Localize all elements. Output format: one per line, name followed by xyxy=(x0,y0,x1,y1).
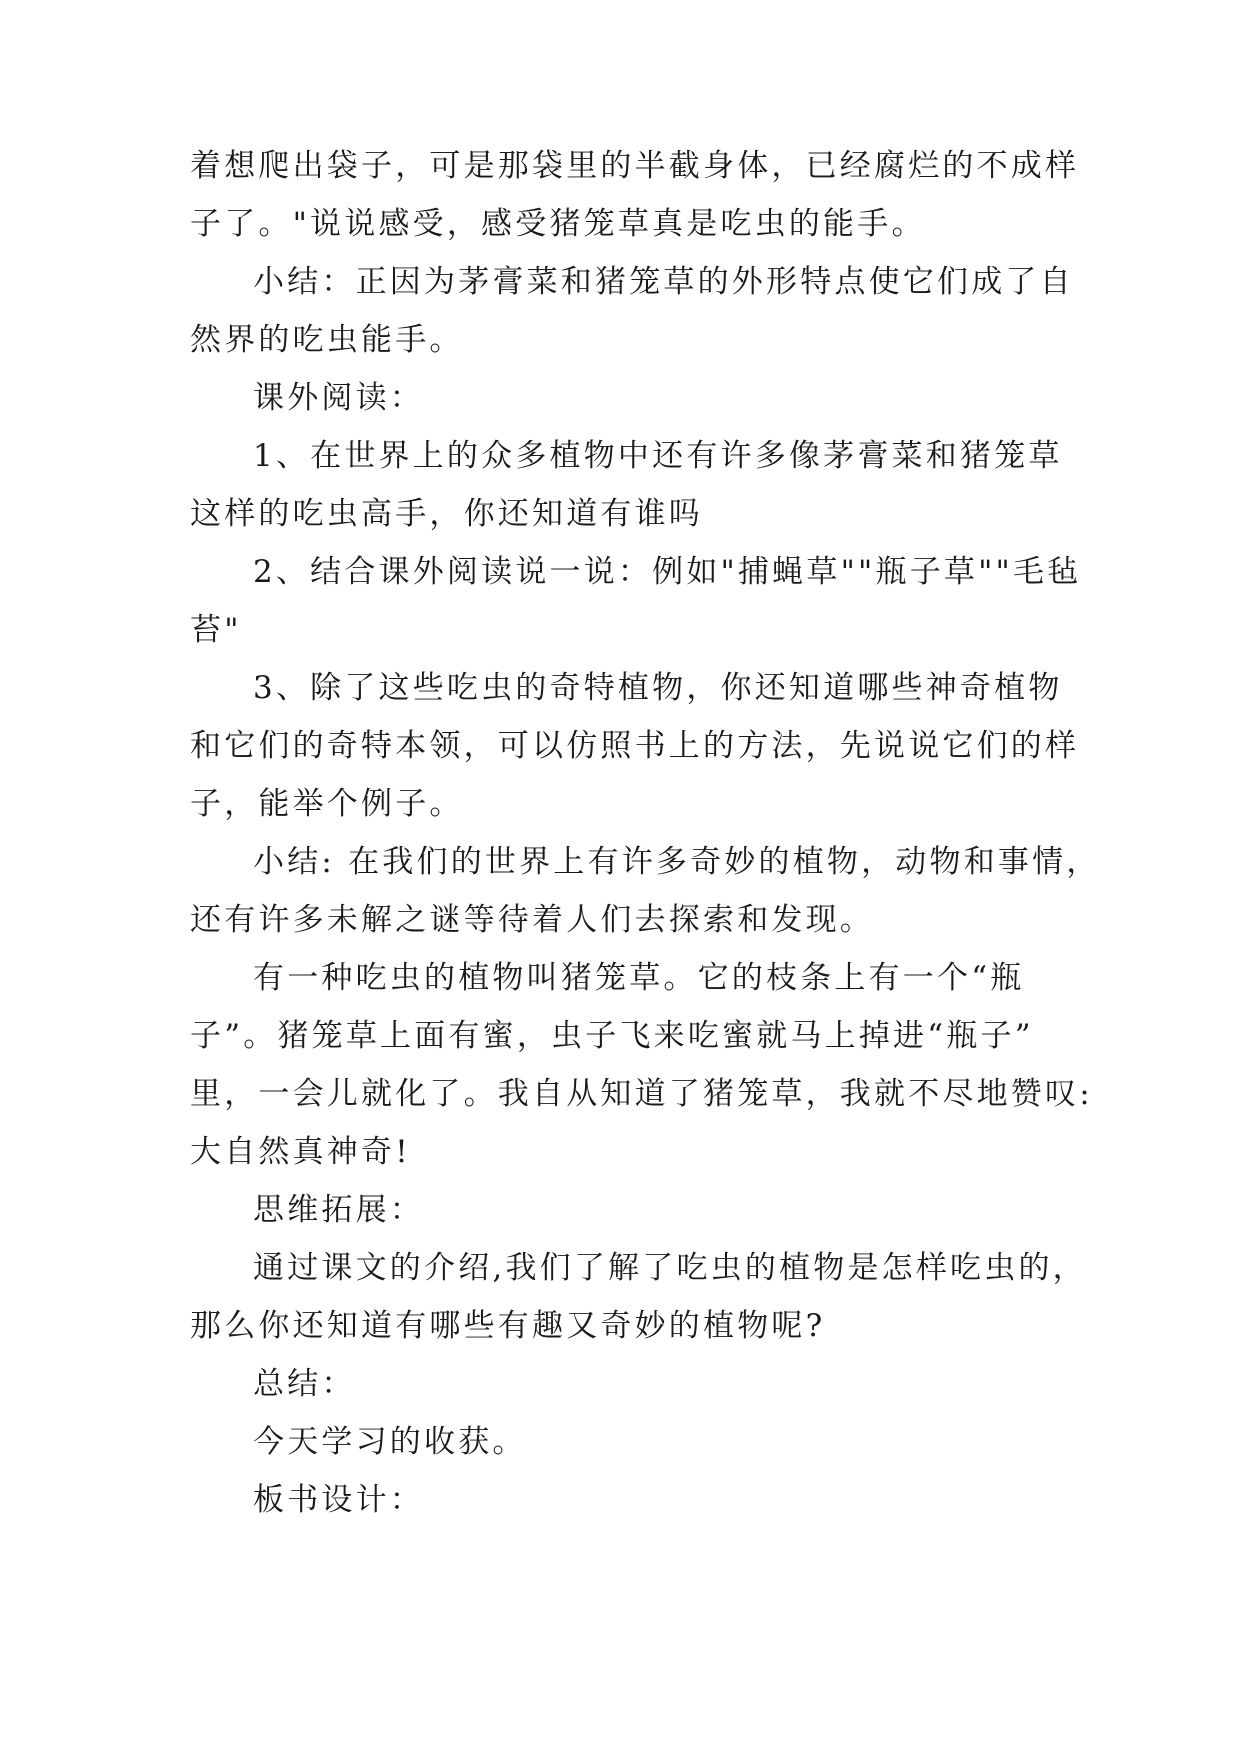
section-heading: 思维拓展： xyxy=(253,1192,424,1228)
text-line: 小结: 在我们的世界上有许多奇妙的植物，动物和事情， xyxy=(253,844,1101,880)
text-line: 着想爬出袋子，可是那袋里的半截身体，已经腐烂的不成样 xyxy=(190,148,1080,184)
text-line: 还有许多未解之谜等待着人们去探索和发现。 xyxy=(190,902,874,938)
text-line: 里，一会儿就化了。我自从知道了猪笼草，我就不尽地赞叹: xyxy=(190,1076,1093,1112)
text-line: 通过课文的介绍,我们了解了吃虫的植物是怎样吃虫的， xyxy=(253,1250,1087,1286)
text-line: 子”。猪笼草上面有蜜，虫子飞来吃蜜就马上掉进“瓶子” xyxy=(190,1018,1034,1054)
text-line: 小结：正因为茅膏菜和猪笼草的外形特点使它们成了自 xyxy=(253,264,1074,300)
text-line: 大自然真神奇! xyxy=(190,1134,411,1170)
text-line: 和它们的奇特本领，可以仿照书上的方法，先说说它们的样 xyxy=(190,728,1080,764)
section-heading: 总结： xyxy=(253,1366,356,1402)
text-line: 苔" xyxy=(190,612,242,648)
text-line: 今天学习的收获。 xyxy=(253,1424,527,1460)
text-line: 子了。"说说感受，感受猪笼草真是吃虫的能手。 xyxy=(190,206,926,242)
text-line: 然界的吃虫能手。 xyxy=(190,322,464,358)
text-line: 3、除了这些吃虫的奇特植物，你还知道哪些神奇植物 xyxy=(253,670,1063,706)
text-line: 这样的吃虫高手，你还知道有谁吗 xyxy=(190,496,703,532)
text-line: 那么你还知道有哪些有趣又奇妙的植物呢? xyxy=(190,1308,826,1344)
section-heading: 课外阅读： xyxy=(253,380,424,416)
text-line: 有一种吃虫的植物叫猪笼草。它的枝条上有一个“瓶 xyxy=(253,960,1025,996)
text-line: 子，能举个例子。 xyxy=(190,786,464,822)
text-line: 2、结合课外阅读说一说：例如"捕蝇草""瓶子草""毛毡 xyxy=(253,554,1082,590)
text-line: 1、在世界上的众多植物中还有许多像茅膏菜和猪笼草 xyxy=(253,438,1063,474)
section-heading: 板书设计： xyxy=(253,1482,424,1518)
